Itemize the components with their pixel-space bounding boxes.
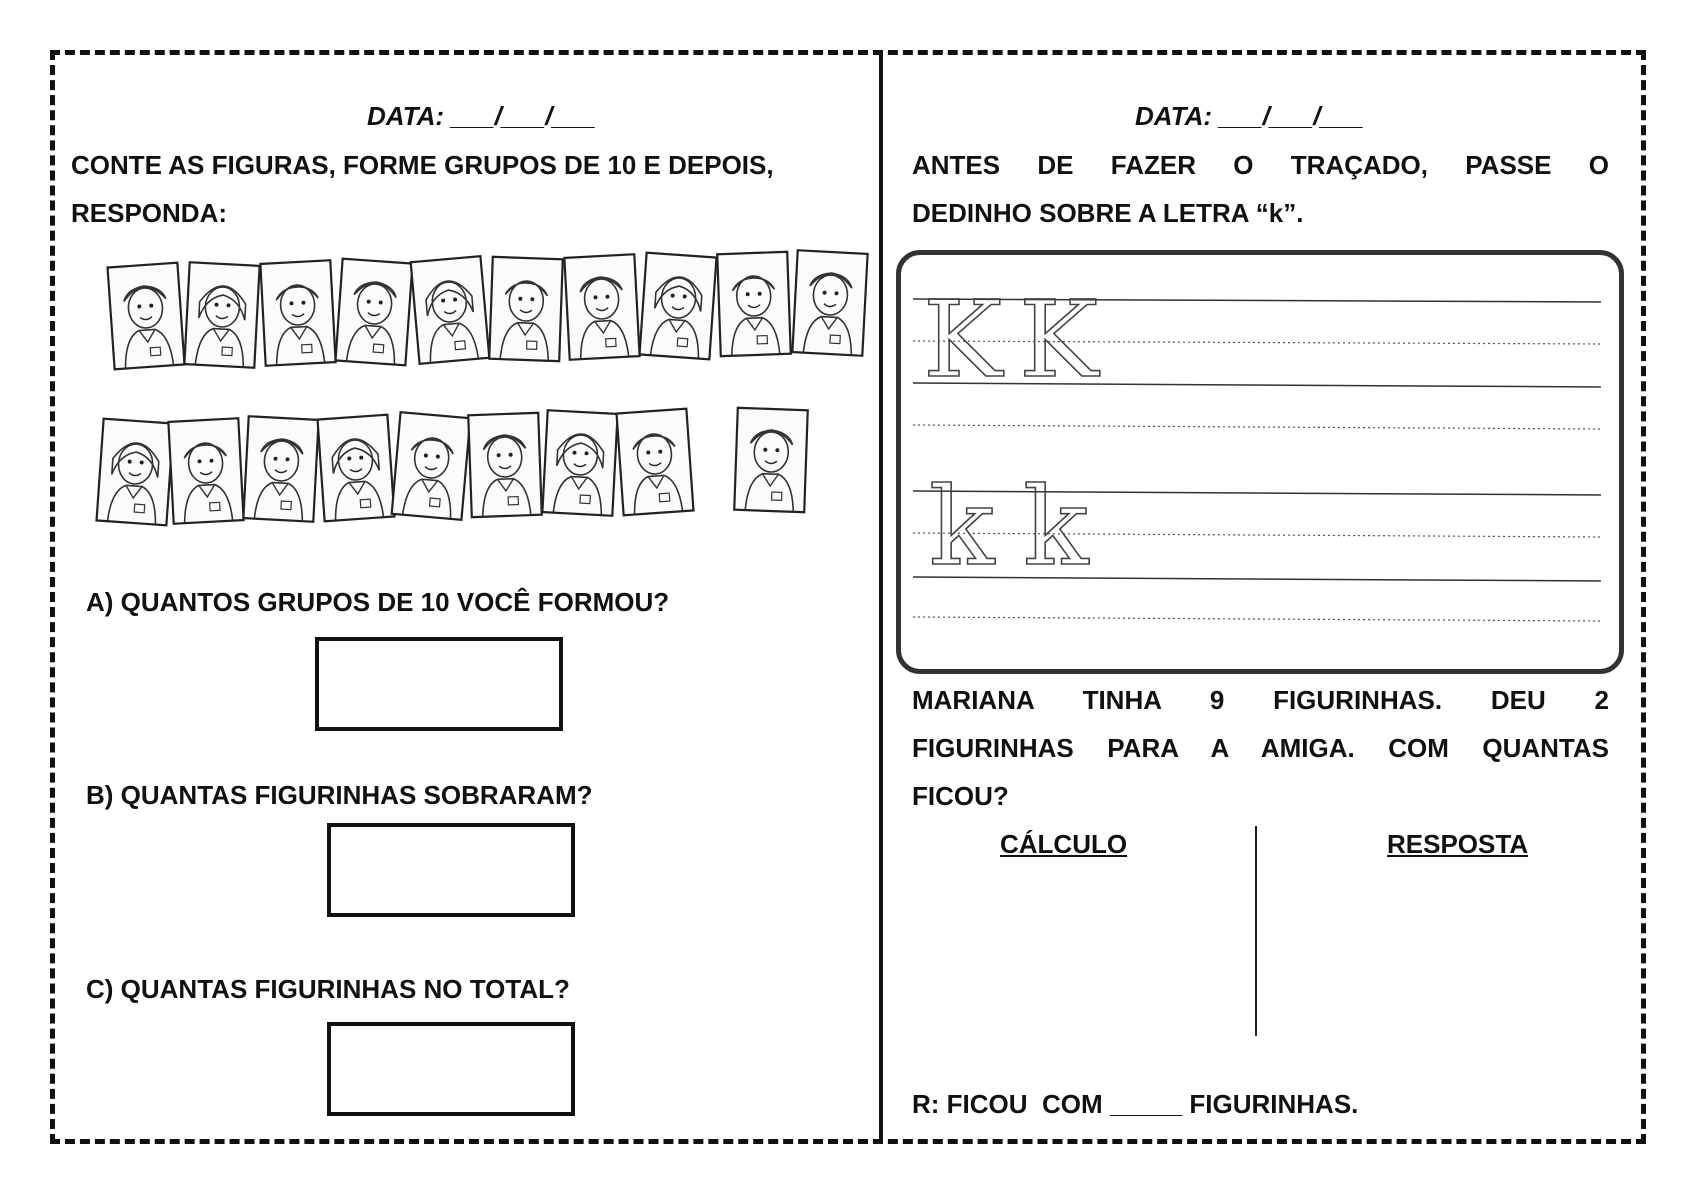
answer-box-c[interactable]: [327, 1022, 575, 1116]
sticker-figure: [257, 257, 339, 369]
sticker-figure: [561, 251, 643, 363]
sticker-figure: [104, 259, 187, 372]
answer-header: RESPOSTA: [1387, 829, 1529, 859]
sticker-figure: [636, 249, 719, 362]
sticker-figure: [165, 415, 247, 527]
right-instruction-line1: ANTES DE FAZER O TRAÇADO, PASSE O: [912, 150, 1609, 180]
final-answer-line: R: FICOU COM _____ FIGURINHAS.: [912, 1089, 1359, 1119]
sticker-figure: [465, 409, 545, 520]
sticker-figure: [486, 253, 566, 364]
sticker-figure: [539, 407, 621, 519]
left-instruction-line1: CONTE AS FIGURAS, FORME GRUPOS DE 10 E DEPOIS,: [71, 150, 774, 180]
sticker-figure: [613, 405, 696, 518]
question-c: C) QUANTAS FIGURINHAS NO TOTAL?: [86, 974, 570, 1004]
sticker-figure: [314, 411, 397, 524]
sticker-figure: [388, 409, 473, 523]
sticker-figure: [240, 413, 322, 525]
column-divider: [879, 50, 883, 1144]
trace-letter-lower-1: k: [929, 465, 995, 590]
right-date-label: DATA: ___/___/___: [1135, 101, 1364, 131]
sticker-figure: [714, 249, 794, 360]
sticker-figure: [181, 259, 263, 371]
answer-box-a[interactable]: [315, 637, 563, 731]
question-a: A) QUANTOS GRUPOS DE 10 VOCÊ FORMOU?: [86, 587, 670, 617]
left-date-label: DATA: ___/___/___: [367, 101, 596, 131]
sticker-figure: [407, 253, 492, 367]
answer-box-b[interactable]: [327, 823, 575, 917]
calc-answer-separator: [1255, 826, 1257, 1036]
problem-line2: FIGURINHAS PARA A AMIGA. COM QUANTAS: [912, 733, 1609, 763]
sticker-figure: [93, 415, 176, 528]
problem-line3: FICOU?: [912, 781, 1009, 811]
problem-line1: MARIANA TINHA 9 FIGURINHAS. DEU 2: [912, 685, 1609, 715]
trace-letter-upper-1: K: [923, 278, 1003, 401]
sticker-figure: [789, 247, 871, 359]
right-instruction-line2: DEDINHO SOBRE A LETRA “k”.: [912, 198, 1304, 228]
left-instruction-line2: RESPONDA:: [71, 198, 228, 228]
trace-letter-lower-2: k: [1023, 465, 1089, 590]
trace-lines: [901, 255, 1619, 669]
sticker-figure: [332, 255, 415, 368]
trace-letter-upper-2: K: [1019, 278, 1099, 401]
sticker-figure: [731, 405, 811, 516]
calc-header: CÁLCULO: [1000, 829, 1128, 859]
letter-trace-box: [896, 250, 1624, 674]
question-b: B) QUANTAS FIGURINHAS SOBRARAM?: [86, 780, 593, 810]
